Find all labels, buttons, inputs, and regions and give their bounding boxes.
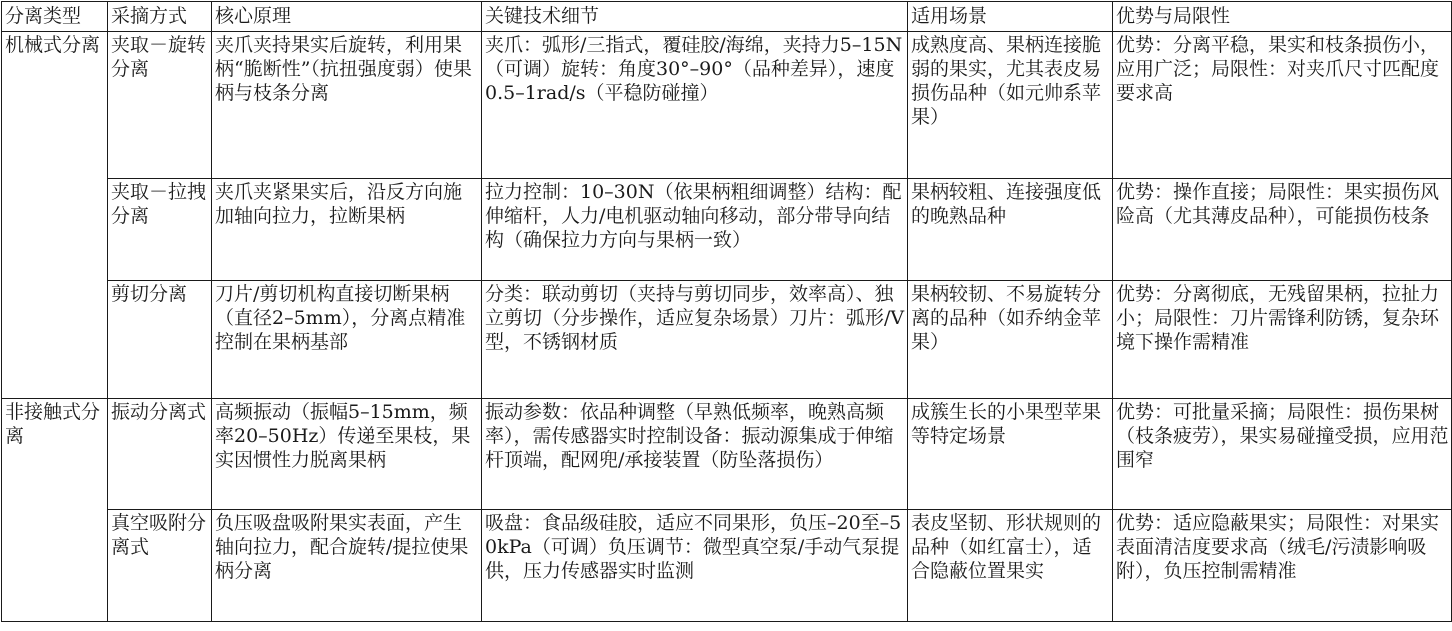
pros-cons-cell: 优势：分离平稳，果实和枝条损伤小，应用广泛；局限性：对夹爪尺寸匹配度要求高 [1113,32,1452,179]
details-cell: 吸盘：食品级硅胶，适应不同果形，负压–20至–50kPa（可调）负压调节：微型真空泵/手动气泵提供，压力传感器实时监测 [482,510,908,622]
table-row [2,32,1452,179]
table-row [2,399,1452,510]
separation-methods-table [1,1,1452,622]
pros-cons-cell: 优势：适应隐蔽果实；局限性：对果实表面清洁度要求高（绒毛/污渍影响吸附），负压控制需精准 [1113,510,1452,622]
pros-cons-cell: 优势：可批量采摘；局限性：损伤果树（枝条疲劳），果实易碰撞受损，应用范围窄 [1113,399,1452,510]
principle-cell: 夹爪夹紧果实后，沿反方向施加轴向拉力，拉断果柄 [212,179,482,281]
scenario-cell: 成簇生长的小果型苹果等特定场景 [908,399,1113,510]
header-pros-cons: 优势与局限性 [1113,2,1452,32]
scenario-cell: 果柄较粗、连接强度低的晚熟品种 [908,179,1113,281]
details-cell: 夹爪：弧形/三指式，覆硅胶/海绵，夹持力5–15N（可调）旋转：角度30°–90°（品种差异），速度0.5–1rad/s（平稳防碰撞） [482,32,908,179]
table-row [2,510,1452,622]
table-header-row [2,2,1452,32]
method-cell: 真空吸附分离式 [108,510,212,622]
method-cell: 剪切分离 [108,281,212,399]
details-cell: 振动参数：依品种调整（早熟低频率，晚熟高频率），需传感器实时控制设备：振动源集成于伸缩杆顶端，配网兜/承接装置（防坠落损伤） [482,399,908,510]
principle-cell: 夹爪夹持果实后旋转，利用果柄“脆断性”（抗扭强度弱）使果柄与枝条分离 [212,32,482,179]
scenario-cell: 表皮坚韧、形状规则的品种（如红富士），适合隐蔽位置果实 [908,510,1113,622]
principle-cell: 刀片/剪切机构直接切断果柄（直径2–5mm），分离点精准控制在果柄基部 [212,281,482,399]
header-harvest-method: 采摘方式 [108,2,212,32]
table-row [2,179,1452,281]
header-core-principle: 核心原理 [212,2,482,32]
method-cell: 振动分离式 [108,399,212,510]
category-cell: 非接触式分离 [2,399,108,622]
category-cell: 机械式分离 [2,32,108,399]
method-cell: 夹取－旋转分离 [108,32,212,179]
header-separation-type: 分离类型 [2,2,108,32]
pros-cons-cell: 优势：分离彻底，无残留果柄，拉扯力小；局限性：刀片需锋利防锈，复杂环境下操作需精准 [1113,281,1452,399]
header-key-tech-details: 关键技术细节 [482,2,908,32]
method-cell: 夹取－拉拽分离 [108,179,212,281]
table-row [2,281,1452,399]
header-applicable-scenario: 适用场景 [908,2,1113,32]
scenario-cell: 果柄较韧、不易旋转分离的品种（如乔纳金苹果） [908,281,1113,399]
details-cell: 拉力控制：10–30N（依果柄粗细调整）结构：配伸缩杆，人力/电机驱动轴向移动，部分带导向结构（确保拉力方向与果柄一致） [482,179,908,281]
pros-cons-cell: 优势：操作直接；局限性：果实损伤风险高（尤其薄皮品种），可能损伤枝条 [1113,179,1452,281]
scenario-cell: 成熟度高、果柄连接脆弱的果实，尤其表皮易损伤品种（如元帅系苹果） [908,32,1113,179]
details-cell: 分类：联动剪切（夹持与剪切同步，效率高）、独立剪切（分步操作，适应复杂场景）刀片：弧形/V型，不锈钢材质 [482,281,908,399]
principle-cell: 高频振动（振幅5–15mm，频率20–50Hz）传递至果枝，果实因惯性力脱离果柄 [212,399,482,510]
principle-cell: 负压吸盘吸附果实表面，产生轴向拉力，配合旋转/提拉使果柄分离 [212,510,482,622]
